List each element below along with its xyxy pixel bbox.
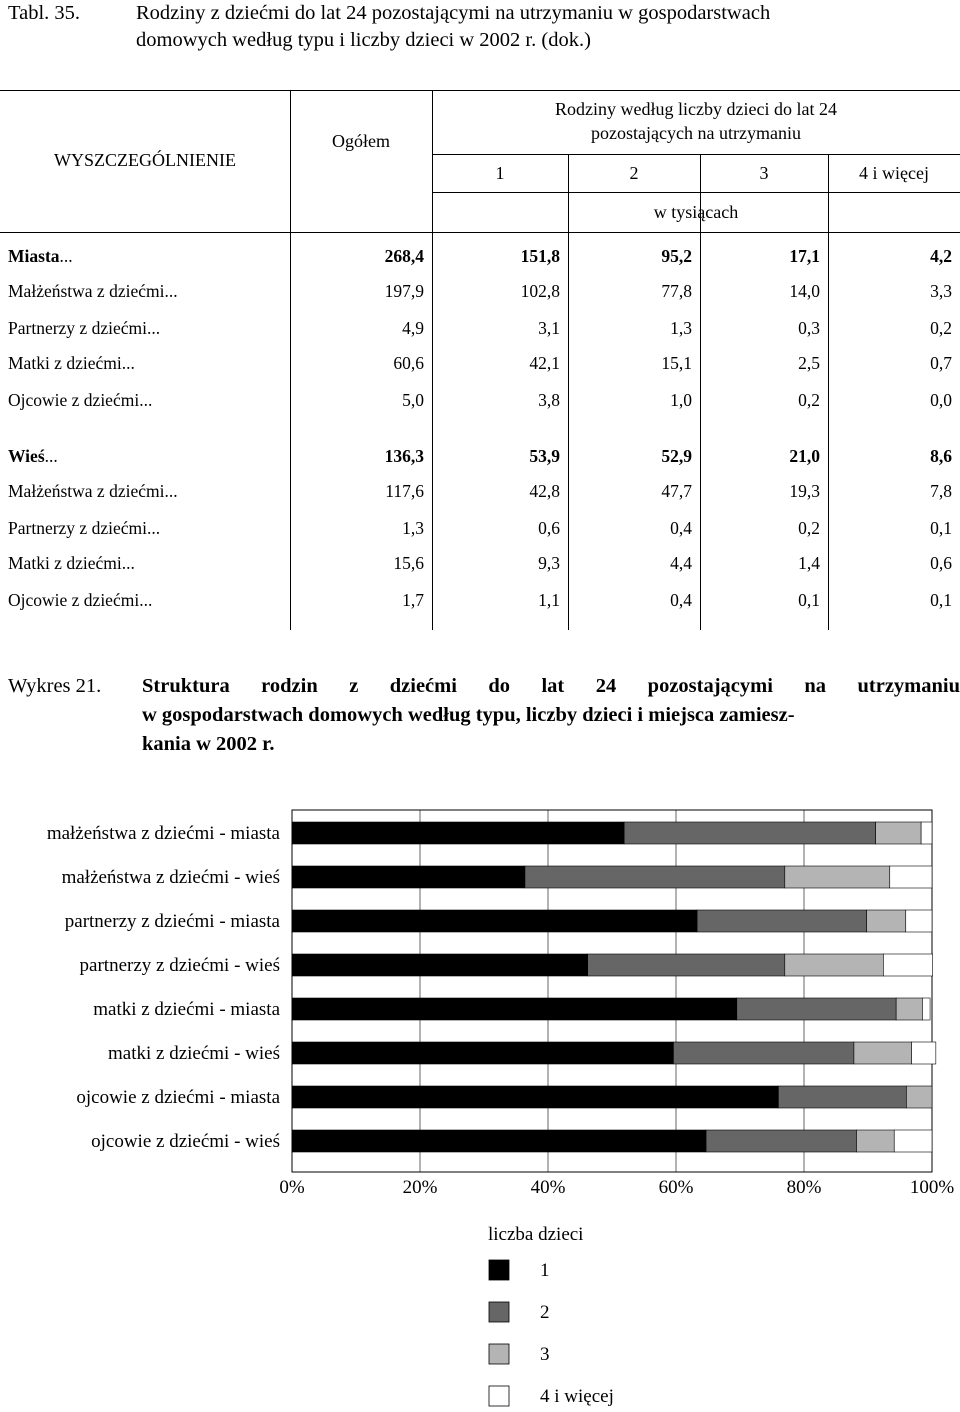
figure-number: Wykres 21. [8, 675, 102, 697]
bar-segment [624, 822, 876, 844]
row-label-dots: ... [164, 281, 178, 301]
stacked-bar-chart [0, 800, 960, 1412]
row-label [8, 310, 160, 346]
bar-segment [922, 998, 930, 1020]
table-row [0, 238, 960, 274]
bar-segment [785, 866, 890, 888]
table-row [0, 438, 960, 474]
table-cell: 136,3 [384, 446, 424, 466]
row-label [8, 345, 135, 381]
table-row [0, 510, 960, 546]
row-label [8, 438, 58, 474]
bar-segment [292, 866, 525, 888]
legend-swatch [489, 1386, 509, 1406]
bar-segment [906, 1086, 932, 1108]
bar-segment [292, 910, 697, 932]
table-cell: 0,1 [798, 590, 820, 610]
row-label-dots: ... [146, 518, 161, 538]
table-cell: 197,9 [384, 281, 424, 301]
table-cell: 7,8 [930, 481, 952, 501]
table-cell: 15,6 [393, 553, 424, 573]
table-cell: 42,8 [529, 481, 560, 501]
row-label-dots: ... [139, 590, 153, 610]
bar-segment [292, 998, 737, 1020]
bar-segment [785, 954, 884, 976]
legend-label: 2 [540, 1302, 550, 1323]
data-table [0, 0, 960, 640]
bar-segment [854, 1042, 912, 1064]
table-title-line1: Rodziny z dziećmi do lat 24 pozostającymi na utrzymaniu w gospodarstwach [136, 2, 771, 24]
row-label-text: Małżeństwa z dziećmi [8, 481, 165, 501]
header-bottom-rule [0, 232, 960, 233]
row-label-dots: ... [44, 446, 58, 466]
table-cell: 3,8 [538, 390, 560, 410]
figure-caption-line2: w gospodarstwach domowych według typu, liczby dzieci i miejsca zamiesz- [142, 704, 795, 726]
bar-segment [778, 1086, 906, 1108]
bar-segment [673, 1042, 853, 1064]
legend-title: liczba dzieci [488, 1224, 584, 1245]
bar-segment [856, 1130, 894, 1152]
row-label-text: Małżeństwa z dziećmi [8, 281, 165, 301]
table-cell: 1,1 [538, 590, 560, 610]
table-cell: 4,2 [930, 246, 952, 266]
table-cell: 19,3 [789, 481, 820, 501]
table-cell: 102,8 [520, 281, 560, 301]
header-group-line1: Rodziny według liczby dzieci do lat 24 [555, 99, 837, 119]
table-cell: 3,1 [538, 318, 560, 338]
table-title-line2: domowych według typu i liczby dzieci w 2002 r. (dok.) [136, 29, 591, 51]
row-label [8, 582, 152, 618]
table-cell: 95,2 [661, 246, 692, 266]
row-label-text: Ojcowie z dziećmi [8, 590, 140, 610]
category-label: małżeństwa z dziećmi - miasta [46, 823, 280, 844]
table-top-rule [0, 90, 960, 91]
bar-segment [896, 998, 922, 1020]
figure-caption-line1: Struktura rodzin z dziećmi do lat 24 pozostającymi na utrzymaniu [142, 675, 960, 697]
row-label [8, 510, 160, 546]
bar-segment [292, 1042, 673, 1064]
table-cell: 77,8 [661, 281, 692, 301]
row-label-text: Partnerzy z dziećmi [8, 318, 147, 338]
legend-label: 3 [540, 1344, 550, 1365]
header-spec: WYSZCZEGÓLNIENIE [54, 150, 236, 170]
table-cell: 0,6 [538, 518, 560, 538]
row-label-text: Matki z dziećmi [8, 553, 122, 573]
category-label: matki z dziećmi - miasta [93, 999, 280, 1020]
table-row [0, 582, 960, 618]
bar-segment [737, 998, 896, 1020]
x-tick-label: 40% [530, 1177, 566, 1198]
table-cell: 0,7 [930, 353, 952, 373]
table-cell: 9,3 [538, 553, 560, 573]
table-cell: 4,9 [402, 318, 424, 338]
header-col-4: 4 i więcej [859, 163, 929, 183]
category-label: ojcowie z dziećmi - wieś [91, 1131, 280, 1152]
category-label: partnerzy z dziećmi - wieś [79, 955, 280, 976]
row-label-text: Wieś [8, 446, 45, 466]
row-label-dots: ... [139, 390, 153, 410]
header-group-line2: pozostających na utrzymaniu [591, 123, 801, 143]
table-cell: 0,6 [930, 553, 952, 573]
table-cell: 0,1 [930, 590, 952, 610]
bar-segment [890, 866, 932, 888]
category-label: małżeństwa z dziećmi - wieś [61, 867, 280, 888]
table-cell: 1,4 [798, 553, 820, 573]
row-label-dots: ... [164, 481, 178, 501]
table-number: Tabl. 35. [8, 2, 81, 24]
bar-segment [867, 910, 906, 932]
table-cell: 53,9 [529, 446, 560, 466]
table-cell: 0,2 [930, 318, 952, 338]
table-row [0, 273, 960, 309]
table-row [0, 382, 960, 418]
table-cell: 0,3 [798, 318, 820, 338]
row-label-dots: ... [59, 246, 73, 266]
table-cell: 0,4 [670, 518, 692, 538]
row-label-dots: ... [121, 353, 135, 373]
x-tick-label: 80% [786, 1177, 822, 1198]
header-subrule [432, 154, 960, 155]
table-row [0, 545, 960, 581]
row-label [8, 238, 73, 274]
legend-swatch [489, 1302, 509, 1322]
row-label [8, 473, 178, 509]
table-cell: 4,4 [670, 553, 692, 573]
x-tick-label: 20% [402, 1177, 438, 1198]
table-cell: 0,2 [798, 518, 820, 538]
table-cell: 5,0 [402, 390, 424, 410]
table-cell: 268,4 [384, 246, 424, 266]
bar-segment [883, 954, 932, 976]
category-label: ojcowie z dziećmi - miasta [76, 1087, 280, 1108]
table-row [0, 310, 960, 346]
table-cell: 60,6 [393, 353, 424, 373]
header-col-1: 1 [495, 163, 505, 183]
row-label-dots: ... [121, 553, 135, 573]
x-tick-label: 60% [658, 1177, 694, 1198]
bar-segment [292, 954, 588, 976]
header-unit: w tysiącach [653, 202, 739, 222]
legend-swatch [489, 1260, 509, 1280]
bar-segment [912, 1042, 936, 1064]
bar-segment [292, 1086, 778, 1108]
row-label [8, 382, 152, 418]
bar-segment [292, 1130, 706, 1152]
table-cell: 17,1 [789, 246, 820, 266]
legend-label: 4 i więcej [540, 1386, 614, 1407]
row-label-dots: ... [146, 318, 161, 338]
legend-swatch [489, 1344, 509, 1364]
table-cell: 15,1 [661, 353, 692, 373]
bar-segment [894, 1130, 932, 1152]
table-cell: 8,6 [930, 446, 952, 466]
table-cell: 3,3 [930, 281, 952, 301]
row-label-text: Matki z dziećmi [8, 353, 122, 373]
table-cell: 14,0 [789, 281, 820, 301]
row-label-text: Ojcowie z dziećmi [8, 390, 140, 410]
table-row [0, 345, 960, 381]
table-cell: 117,6 [385, 481, 424, 501]
table-cell: 1,7 [402, 590, 424, 610]
figure-caption-line3: kania w 2002 r. [142, 733, 275, 755]
table-cell: 151,8 [520, 246, 560, 266]
row-label [8, 545, 135, 581]
bar-segment [921, 822, 932, 844]
table-cell: 42,1 [529, 353, 560, 373]
category-label: matki z dziećmi - wieś [108, 1043, 280, 1064]
bar-segment [525, 866, 785, 888]
table-cell: 21,0 [789, 446, 820, 466]
legend-label: 1 [540, 1260, 550, 1281]
table-cell: 1,3 [402, 518, 424, 538]
bar-segment [876, 822, 921, 844]
bar-segment [292, 822, 624, 844]
x-tick-label: 100% [909, 1177, 955, 1198]
header-subrule-2 [432, 192, 960, 193]
table-cell: 1,3 [670, 318, 692, 338]
table-cell: 0,4 [670, 590, 692, 610]
table-cell: 47,7 [661, 481, 692, 501]
table-cell: 0,2 [798, 390, 820, 410]
table-cell: 2,5 [798, 353, 820, 373]
table-row [0, 473, 960, 509]
row-label-text: Partnerzy z dziećmi [8, 518, 147, 538]
table-cell: 0,0 [930, 390, 952, 410]
table-cell: 0,1 [930, 518, 952, 538]
bar-segment [697, 910, 867, 932]
header-col-3: 3 [759, 163, 769, 183]
bar-segment [706, 1130, 856, 1152]
bar-segment [906, 910, 932, 932]
plot-area [292, 810, 932, 1172]
bar-segment [588, 954, 785, 976]
category-label: partnerzy z dziećmi - miasta [64, 911, 280, 932]
table-cell: 1,0 [670, 390, 692, 410]
table-cell: 52,9 [661, 446, 692, 466]
x-tick-label: 0% [279, 1177, 305, 1198]
header-col-2: 2 [629, 163, 639, 183]
row-label-text: Miasta [8, 246, 60, 266]
header-total: Ogółem [332, 131, 390, 151]
row-label [8, 273, 178, 309]
